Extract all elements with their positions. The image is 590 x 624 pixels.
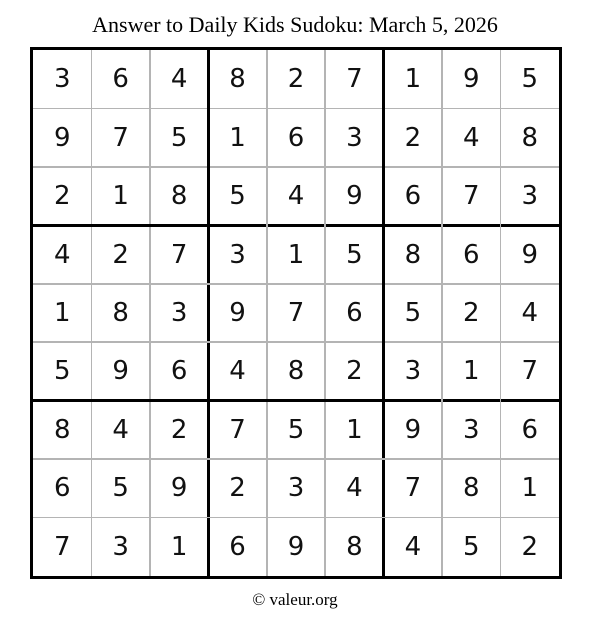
grid-cell: 4 — [346, 473, 363, 504]
grid-cell: 8 — [404, 239, 422, 270]
grid-cell: 7 — [229, 414, 246, 445]
grid-cell: 3 — [463, 414, 480, 445]
grid-cell: 7 — [112, 122, 129, 153]
grid-cell: 4 — [112, 414, 129, 445]
grid-cell: 6 — [463, 239, 480, 270]
grid-cell: 8 — [521, 122, 539, 153]
grid-cell: 5 — [521, 64, 539, 95]
grid-row — [33, 342, 559, 400]
grid-cell: 7 — [53, 531, 71, 562]
grid-row — [33, 108, 559, 166]
grid-cell: 9 — [463, 64, 480, 95]
grid-cell: 1 — [287, 239, 305, 270]
grid-cell: 4 — [53, 239, 71, 270]
grid-cell: 6 — [521, 414, 539, 445]
grid-cell: 9 — [346, 181, 363, 212]
grid-cell: 9 — [53, 122, 71, 153]
grid-row — [33, 518, 559, 576]
grid-cell: 9 — [287, 531, 305, 562]
grid-cell: 8 — [53, 414, 71, 445]
grid-cell: 5 — [287, 414, 305, 445]
grid-cell: 3 — [53, 64, 71, 95]
grid-cell: 7 — [521, 356, 539, 387]
grid-cell: 1 — [112, 181, 129, 212]
grid-cell: 3 — [287, 473, 305, 504]
grid-cell: 1 — [463, 356, 480, 387]
grid-cell: 2 — [53, 181, 71, 212]
grid-cell: 8 — [346, 531, 363, 562]
grid-cell: 6 — [112, 64, 129, 95]
grid-cell: 2 — [229, 473, 246, 504]
grid-cell: 3 — [521, 181, 539, 212]
grid-cell: 1 — [346, 414, 363, 445]
grid-cell: 2 — [170, 414, 188, 445]
grid-cell: 7 — [170, 239, 188, 270]
grid-cell: 4 — [287, 181, 305, 212]
grid-cell: 5 — [404, 297, 422, 328]
grid-cell: 7 — [463, 181, 480, 212]
grid-cell: 3 — [170, 297, 188, 328]
grid-cell: 2 — [112, 239, 129, 270]
grid-cell: 1 — [229, 122, 246, 153]
grid-cell: 4 — [170, 64, 188, 95]
grid-cell: 7 — [404, 473, 422, 504]
grid-row — [33, 167, 559, 225]
grid-cell: 6 — [287, 122, 305, 153]
grid-cell: 2 — [521, 531, 539, 562]
grid-row — [33, 459, 559, 517]
grid-cell: 3 — [112, 531, 129, 562]
grid-cell: 6 — [170, 356, 188, 387]
grid-cell: 4 — [521, 297, 539, 328]
grid-cell: 9 — [404, 414, 422, 445]
copyright-footer: © valeur.org — [252, 590, 338, 609]
grid-cell: 9 — [170, 473, 188, 504]
grid-cell: 6 — [229, 531, 246, 562]
grid-cell: 9 — [229, 297, 246, 328]
grid-cell: 5 — [463, 531, 480, 562]
grid-cell: 5 — [170, 122, 188, 153]
grid-cell: 5 — [112, 473, 129, 504]
grid-row — [33, 50, 559, 108]
grid-cell: 8 — [170, 181, 188, 212]
grid-cell: 3 — [229, 239, 246, 270]
grid-cell: 2 — [346, 356, 363, 387]
grid-cell: 8 — [229, 64, 246, 95]
grid-cell: 8 — [463, 473, 480, 504]
puzzle-title: Answer to Daily Kids Sudoku: March 5, 2026 — [92, 12, 498, 37]
grid-cell: 1 — [521, 473, 539, 504]
grid-cell: 8 — [287, 356, 305, 387]
grid-cell: 6 — [346, 297, 363, 328]
grid-cell: 2 — [287, 64, 305, 95]
grid-cell: 7 — [287, 297, 305, 328]
grid-cell: 5 — [346, 239, 363, 270]
grid-cell: 3 — [404, 356, 422, 387]
grid-row — [33, 284, 559, 342]
grid-row — [33, 401, 559, 459]
grid-cell: 4 — [463, 122, 480, 153]
grid-cell: 9 — [521, 239, 539, 270]
grid-cell: 5 — [53, 356, 71, 387]
grid-cell: 2 — [463, 297, 480, 328]
grid-cell: 5 — [229, 181, 246, 212]
grid-cell: 3 — [346, 122, 363, 153]
grid-cell: 7 — [346, 64, 363, 95]
grid-cell: 6 — [404, 181, 422, 212]
grid-cell: 9 — [112, 356, 129, 387]
grid-cell: 4 — [404, 531, 422, 562]
grid-cell: 8 — [112, 297, 129, 328]
grid-row — [33, 225, 559, 283]
grid-cell: 6 — [53, 473, 71, 504]
grid-cell: 1 — [53, 297, 71, 328]
sudoku-board — [30, 47, 562, 579]
grid-cell: 4 — [229, 356, 246, 387]
grid-cell: 2 — [404, 122, 422, 153]
grid-cell: 1 — [170, 531, 188, 562]
grid-cell: 1 — [404, 64, 422, 95]
